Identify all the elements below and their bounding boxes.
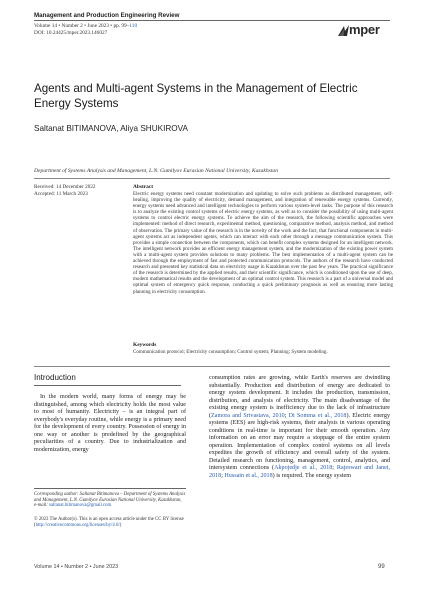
corresponding-author-note: Corresponding author: Saltanat Bitimanova – Department of Systems Analysis and Management, L.N. Gumilyov Eurasian National University, Kazakhstan, e-mail: saltanat.bitimanova@gmail.com: [34, 492, 186, 509]
body-column-left: [34, 394, 186, 454]
citation-link[interactable]: Di Somma et al., 2018: [288, 412, 347, 419]
accepted-date: Accepted: 11 March 2023: [34, 190, 88, 197]
section-heading-introduction: Introduction: [34, 373, 76, 382]
section-rule: [34, 385, 181, 386]
body-column-right: consumption rates are growing, while Earth's reserves are dwindling substantially. Production and distribution of energy are dedicated to energy system development. It includes the production, transmission, distribution, and analysis of electricity. The main disadvantage of the existing energy system is inefficiency due to the lack of infrastructure (Zamora and Srivastava, 2010; Di Somma et al., 2018). Electric energy systems (EES) are high-risk systems, their analysis in various operating conditions in real-time is important for their smooth operation. Any information on an error may require a stoppage of the entire system operation. Implementation of complex control systems on all levels expedites the growth of efficiency and overall safety of the system. Detailed research on functioning, management, control, analytics, and intersystem connections (Akpojedje et al., 2018; Rajeswari and Janet, 2018; Hussain et al., 2018) is required. The energy system: [209, 375, 390, 479]
abstract-text: Electric energy systems need constant modernization and updating to solve such problems as distributed management, self-healing, improving the quality of electricity, demand management, and integration of renewable energy systems. Currently, energy systems need advanced and intelligent technologies to perform various system-level tasks. The purpose of this research is to analyze the existing control systems of electric energy systems, as well as to consider the possibility of using multi-agent systems to control electric energy systems. To achieve the aim of the research, the following scientific approaches were implemented: method of direct research, experimental method, questioning, comparative method, analysis method, and method of observation. The primary value of the research is in the novelty of the work and the fact, that functional components in multi-agent systems act as independent agents, which can interact with each other through a message communication system. This provides a simple connection between the components, which can benefit complex systems designed for an intelligent network. The intelligent network provides an efficient energy management system, and the modernization of the existing power system with a multi-agent system provides solutions to many problems. The best implementation of a multi-agent system can be achieved through the employment of fast and protected communication protocols. The authors of the research have conducted research and presented key statistical data on electricity usage in Kazakhstan over the past few years. The practical significance of the research is determined by the applied results, and their scientific significance, which is conditioned upon the use of deep, modern mathematical results and the development of an optimal control system. This research is a part of a universal model and optimal system of emergency quick response, conducting a quick preliminary prognosis as well as ensuring more lasting planning in electricity consumption.: [133, 191, 393, 295]
article-title: Agents and Multi-agent Systems in the Management of Electric Energy Systems: [34, 82, 358, 110]
affiliation: Department of Systems Analysis and Management, L.N. Gumilyov Eurasian National University, Kazakhstan: [34, 168, 278, 174]
volume-line: Volume 14 • Number 2 • June 2023 • pp. 99–110: [34, 23, 138, 29]
affiliation-rule: [34, 178, 390, 179]
authors: Saltanat BITIMANOVA, Aliya SHUKIROVA: [34, 124, 188, 133]
email-link[interactable]: saltanat.bitimanova@gmail.com: [49, 503, 112, 509]
journal-name: Management and Production Engineering Review: [34, 12, 180, 19]
intro-paragraph: In the modern world, many forms of energy may be distinguished, among which electricity holds the most value to most of humanity. Electricity – is an integral part of everybody's everyday routine, while energy is a primary need for the development of every country. Possession of energy in one way or another is predefined by the geographical peculiarities of a country. Due to industrialization and modernization, energy: [34, 394, 186, 453]
keywords-rule: [34, 366, 390, 367]
page-number: 99: [378, 564, 385, 570]
citation-link[interactable]: Zamora and Srivastava, 2010: [211, 412, 285, 419]
doi-link[interactable]: mper.2023.146027: [67, 30, 108, 36]
citation-link[interactable]: Hussain et al., 2018: [224, 472, 273, 479]
doi-line: DOI: 10.24425/mper.2023.146027: [34, 30, 108, 36]
page-range-link[interactable]: 110: [129, 23, 138, 29]
header-rule: [34, 20, 390, 21]
received-date: Received: 14 December 2022: [34, 184, 96, 190]
footnote-rule: [34, 488, 186, 489]
mper-logo-text: mper: [349, 22, 380, 37]
article-dates: [34, 184, 96, 198]
license-link[interactable]: http://creativecommons.org/licenses/by/4.0/: [35, 522, 120, 528]
abstract-heading: Abstract: [133, 184, 154, 190]
citation-link[interactable]: Rajeswari and Janet, 2018: [209, 465, 390, 479]
citation-link[interactable]: Akpojedje et al., 2018: [274, 465, 333, 471]
footer-issue: Volume 14 • Number 2 • June 2023: [34, 564, 119, 570]
keywords-heading: Keywords: [133, 342, 157, 348]
license-note: © 2023 The Author(s). This is an open access article under the CC BY license (http://creativecommons.org/licenses/by/4.0/): [34, 517, 184, 528]
keywords-text: Communication protocol; Electricity consumption; Control system; Planning; System modeling.: [133, 349, 328, 355]
